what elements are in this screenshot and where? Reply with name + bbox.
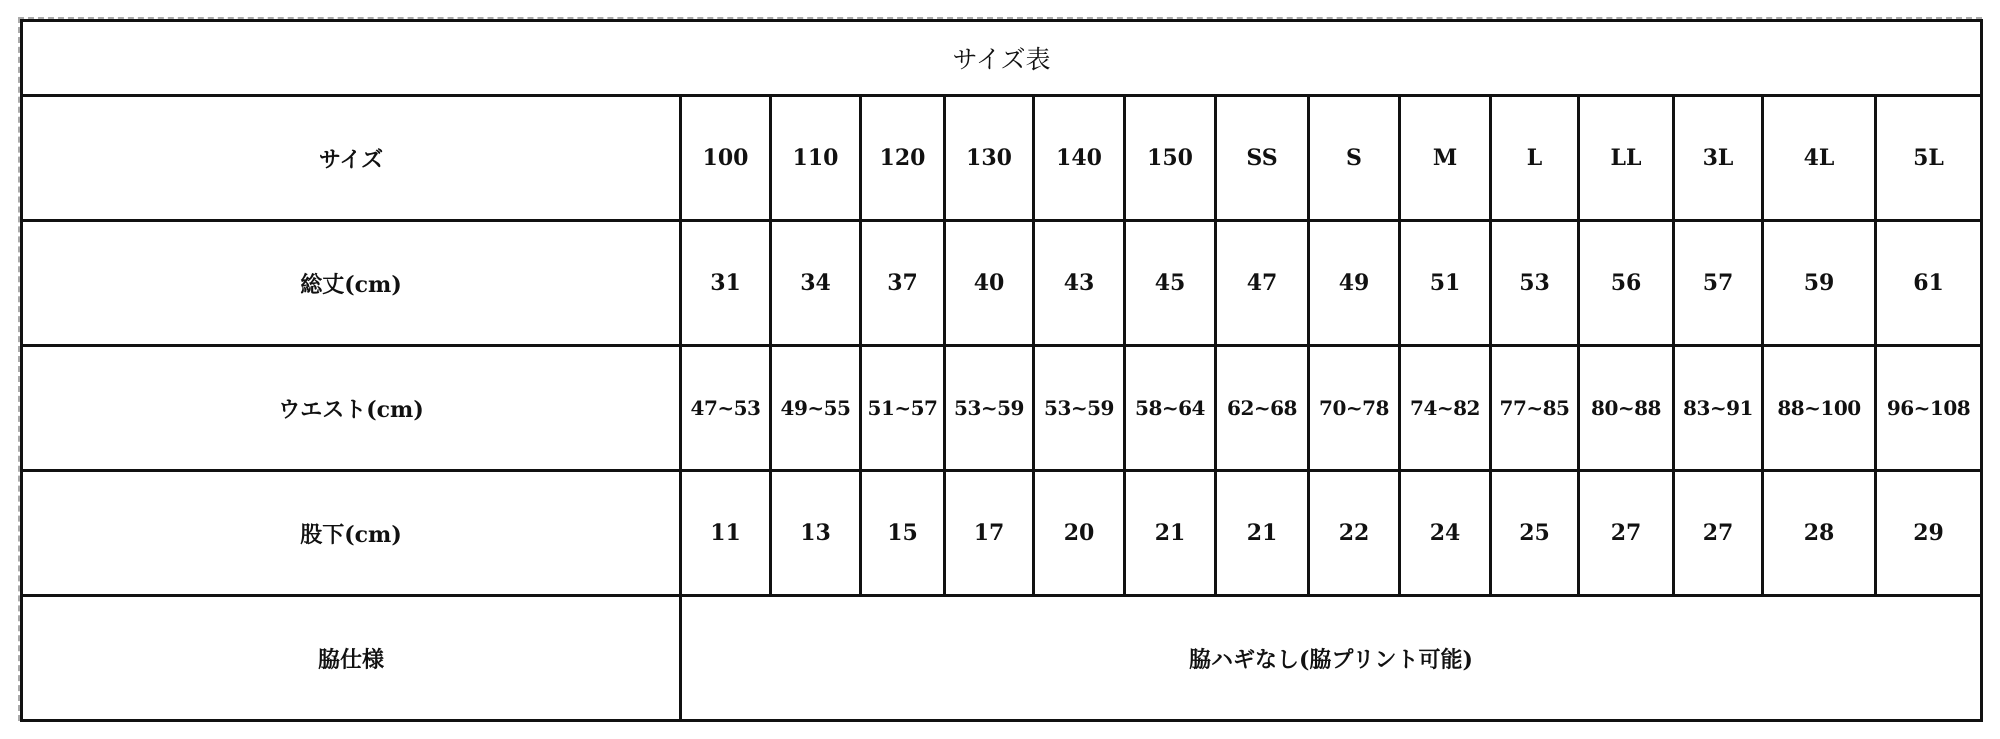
- size-table: [20, 19, 1983, 722]
- total-length-cell: 34: [771, 221, 861, 346]
- waist-cell: 83~91: [1674, 346, 1763, 471]
- total-length-cell: 61: [1876, 221, 1982, 346]
- waist-cell: 47~53: [681, 346, 771, 471]
- total-length-cell: 37: [861, 221, 945, 346]
- size-header-cell: 120: [861, 96, 945, 221]
- waist-cell: 74~82: [1400, 346, 1491, 471]
- size-header-row: [22, 96, 1982, 221]
- waist-row: [22, 346, 1982, 471]
- size-header-cell: 3L: [1674, 96, 1763, 221]
- inseam-cell: 29: [1876, 471, 1982, 596]
- waist-cell: 49~55: [771, 346, 861, 471]
- side-spec-row: [22, 596, 1982, 721]
- size-header-cell: 5L: [1876, 96, 1982, 221]
- size-header-cell: 150: [1125, 96, 1216, 221]
- title-row: [22, 21, 1982, 96]
- inseam-label: 股下(cm): [22, 471, 681, 596]
- inseam-cell: 27: [1579, 471, 1674, 596]
- inseam-row: [22, 471, 1982, 596]
- waist-cell: 51~57: [861, 346, 945, 471]
- inseam-cell: 21: [1216, 471, 1309, 596]
- waist-cell: 96~108: [1876, 346, 1982, 471]
- total-length-cell: 49: [1309, 221, 1400, 346]
- size-header-cell: 100: [681, 96, 771, 221]
- size-header-cell: S: [1309, 96, 1400, 221]
- size-header-cell: 110: [771, 96, 861, 221]
- inseam-cell: 22: [1309, 471, 1400, 596]
- waist-cell: 53~59: [945, 346, 1034, 471]
- side-spec-label: 脇仕様: [22, 596, 681, 721]
- inseam-cell: 20: [1034, 471, 1125, 596]
- waist-cell: 53~59: [1034, 346, 1125, 471]
- inseam-cell: 11: [681, 471, 771, 596]
- inseam-cell: 15: [861, 471, 945, 596]
- total-length-cell: 51: [1400, 221, 1491, 346]
- total-length-cell: 47: [1216, 221, 1309, 346]
- total-length-cell: 57: [1674, 221, 1763, 346]
- total-length-cell: 40: [945, 221, 1034, 346]
- total-length-cell: 56: [1579, 221, 1674, 346]
- size-header-cell: SS: [1216, 96, 1309, 221]
- size-header-cell: 4L: [1763, 96, 1876, 221]
- inseam-cell: 17: [945, 471, 1034, 596]
- size-header-cell: LL: [1579, 96, 1674, 221]
- total-length-cell: 53: [1491, 221, 1579, 346]
- waist-cell: 80~88: [1579, 346, 1674, 471]
- inseam-cell: 25: [1491, 471, 1579, 596]
- size-header-cell: L: [1491, 96, 1579, 221]
- inseam-cell: 28: [1763, 471, 1876, 596]
- size-header-label: サイズ: [22, 96, 681, 221]
- waist-label: ウエスト(cm): [22, 346, 681, 471]
- total-length-label: 総丈(cm): [22, 221, 681, 346]
- size-header-cell: M: [1400, 96, 1491, 221]
- total-length-cell: 45: [1125, 221, 1216, 346]
- total-length-row: [22, 221, 1982, 346]
- waist-cell: 77~85: [1491, 346, 1579, 471]
- total-length-cell: 59: [1763, 221, 1876, 346]
- inseam-cell: 24: [1400, 471, 1491, 596]
- total-length-cell: 43: [1034, 221, 1125, 346]
- waist-cell: 70~78: [1309, 346, 1400, 471]
- size-header-cell: 130: [945, 96, 1034, 221]
- total-length-cell: 31: [681, 221, 771, 346]
- waist-cell: 88~100: [1763, 346, 1876, 471]
- size-header-cell: 140: [1034, 96, 1125, 221]
- inseam-cell: 21: [1125, 471, 1216, 596]
- table-title: サイズ表: [22, 21, 1982, 96]
- waist-cell: 58~64: [1125, 346, 1216, 471]
- inseam-cell: 13: [771, 471, 861, 596]
- inseam-cell: 27: [1674, 471, 1763, 596]
- side-spec-value: 脇ハギなし(脇プリント可能): [681, 596, 1982, 721]
- waist-cell: 62~68: [1216, 346, 1309, 471]
